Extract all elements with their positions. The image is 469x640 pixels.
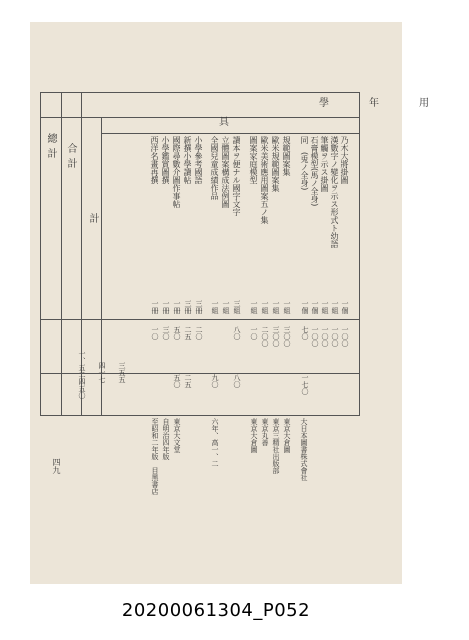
item-cell: 全國兒童成績作品 bbox=[210, 136, 219, 200]
price-cell: 二五 bbox=[184, 326, 192, 340]
qty-cell: 一冊 bbox=[151, 300, 159, 314]
qty-cell: 一組 bbox=[250, 300, 258, 314]
item-cell: 西洋名畫再撰 bbox=[150, 136, 159, 184]
row-total-cell: 二五 bbox=[184, 374, 192, 388]
price-cell: 一〇〇 bbox=[321, 326, 329, 347]
publisher-cell: 東京大倉圖 bbox=[283, 418, 291, 453]
row-total-cell: 八〇 bbox=[233, 374, 241, 388]
price-cell: 一〇〇 bbox=[331, 326, 339, 347]
qty-cell: 一組 bbox=[272, 300, 280, 314]
item-cell: 小學鑑賞圖撰 bbox=[161, 136, 170, 184]
price-cell: 二〇〇 bbox=[261, 326, 269, 347]
qty-cell: 一組 bbox=[222, 300, 230, 314]
qty-cell: 一組 bbox=[261, 300, 269, 314]
publisher-cell: 六年、高一、二 bbox=[211, 418, 219, 467]
item-cell: 乃木大將掛圖 bbox=[340, 136, 349, 184]
publisher-cell: 至昭和二年版 目黑書店 bbox=[151, 418, 159, 495]
price-cell: 一〇 bbox=[250, 326, 258, 340]
price-cell: 二〇 bbox=[195, 326, 203, 340]
price-cell: 三〇 bbox=[162, 326, 170, 340]
row-total-cell: 五〇 bbox=[173, 374, 181, 388]
header-kei: 計 bbox=[87, 213, 98, 228]
item-cell: 漢數字ノ變化ヲ示ス形式ト幼語 bbox=[330, 136, 339, 248]
row-total-cell: 一七〇 bbox=[301, 374, 309, 395]
price-cell: 一〇〇 bbox=[341, 326, 349, 347]
qty-cell: 一冊 bbox=[162, 300, 170, 314]
page-number: 四九 bbox=[52, 458, 61, 474]
header-year-label: 學年用 bbox=[319, 98, 469, 109]
price-cell: 七〇 bbox=[301, 326, 309, 340]
item-cell: 小學參考國語 bbox=[194, 136, 203, 184]
qty-cell: 一組 bbox=[283, 300, 291, 314]
publisher-cell: 東京三精社出版部 bbox=[272, 418, 280, 474]
publisher-cell: 自明治四年版 bbox=[162, 418, 170, 460]
qty-cell: 一冊 bbox=[173, 300, 181, 314]
publisher-cell: 東京丸善 bbox=[261, 418, 269, 446]
image-caption: 20200061304_P052 bbox=[121, 600, 311, 621]
item-cell: 規範圖案集 bbox=[282, 136, 291, 176]
item-cell: 立體圖案構成法例圖 bbox=[221, 136, 230, 208]
qty-cell: 一組 bbox=[211, 300, 219, 314]
publisher-cell: 東京大文堂 bbox=[173, 418, 181, 453]
item-cell: 筆觸ヲ示ス掛圖 bbox=[320, 136, 329, 192]
qty-cell: 一組 bbox=[321, 300, 329, 314]
header-sub-label: 具 bbox=[219, 117, 234, 128]
goukei-value-a: 四一七 bbox=[98, 362, 106, 383]
price-cell: 一〇〇 bbox=[311, 326, 319, 347]
item-cell: 新撰小學讀帖 bbox=[183, 136, 192, 184]
qty-cell: 三組 bbox=[233, 300, 241, 314]
row-total-cell: 九〇 bbox=[211, 374, 219, 388]
item-cell: 石膏模型(馬ノ全身) bbox=[310, 136, 319, 207]
item-cell: 讀本ヲ便ナル國字文字 bbox=[232, 136, 241, 216]
header-goukei: 合計 bbox=[65, 143, 76, 173]
price-cell: 三〇〇 bbox=[283, 326, 291, 347]
price-cell: 一〇 bbox=[151, 326, 159, 340]
qty-cell: 一個 bbox=[301, 300, 309, 314]
qty-cell: 三冊 bbox=[195, 300, 203, 314]
qty-cell: 一組 bbox=[331, 300, 339, 314]
item-cell: 圖案家庭模型 bbox=[249, 136, 258, 184]
item-cell: 同 (兎ノ全身) bbox=[300, 136, 309, 191]
price-cell: 五〇 bbox=[173, 326, 181, 340]
publisher-cell: 大日本圖書株式會社 bbox=[300, 418, 308, 481]
price-cell: 八〇 bbox=[233, 326, 241, 340]
publisher-cell: 東京大倉圖 bbox=[250, 418, 258, 453]
kei-value-a: 三五五 bbox=[118, 362, 126, 383]
price-cell: 三〇〇 bbox=[272, 326, 280, 347]
item-cell: 國際尋數介圖作事帖 bbox=[172, 136, 181, 208]
qty-cell: 一個 bbox=[311, 300, 319, 314]
item-cell: 歐米規範圖案集 bbox=[271, 136, 280, 192]
qty-cell: 一個 bbox=[341, 300, 349, 314]
header-soukei: 總計 bbox=[45, 133, 56, 163]
qty-cell: 三冊 bbox=[184, 300, 192, 314]
item-cell: 歐米美術應用圖案五ノ集 bbox=[260, 136, 269, 224]
soukei-value: 一、五二四五〇 bbox=[78, 350, 86, 399]
